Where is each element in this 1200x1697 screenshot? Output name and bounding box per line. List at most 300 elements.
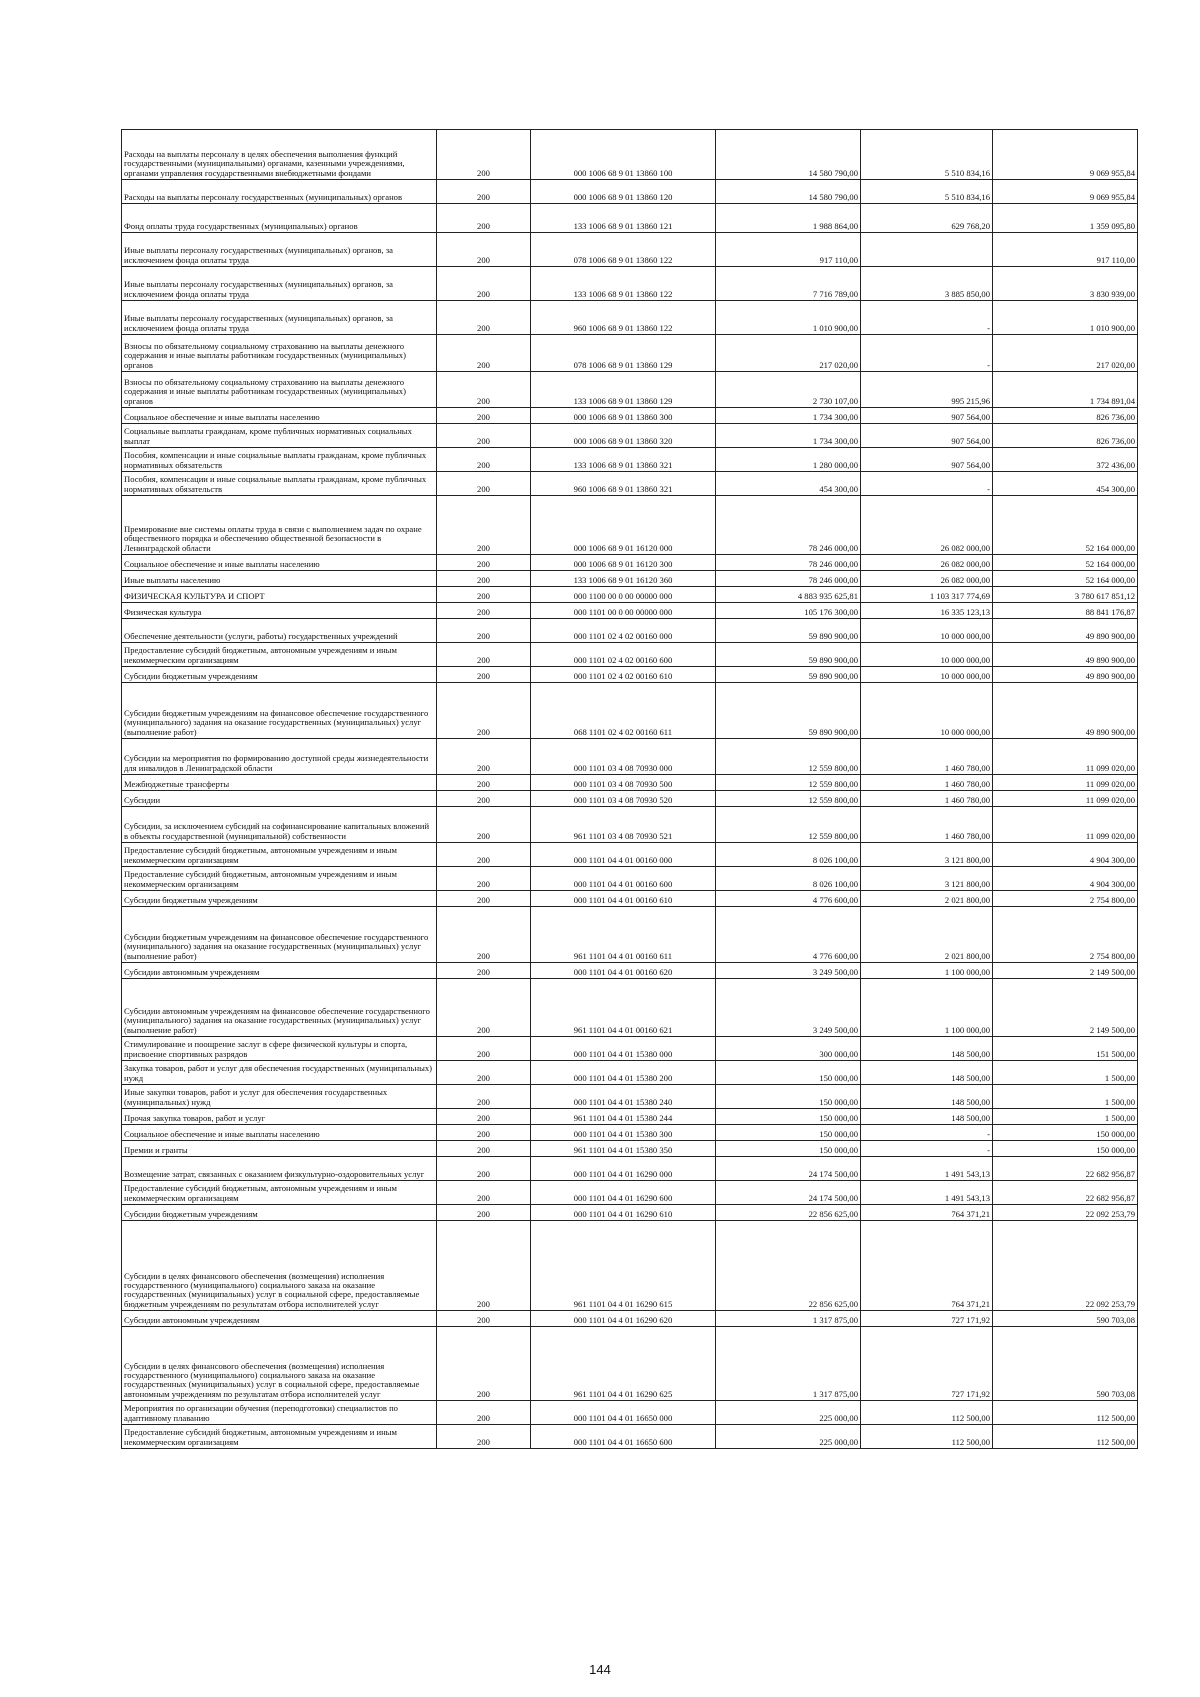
row-budget-code: 000 1101 04 4 01 15380 240: [531, 1085, 716, 1109]
row-name: Субсидии автономным учреждениям на финансовое обеспечение государственного (муниципального) задания на оказание государственных (муниципальных) услуг (выполнение работ): [122, 979, 437, 1037]
row-name: Субсидии в целях финансового обеспечения (возмещения) исполнения государственного (муниципального) социального заказа на оказание государственных (муниципальных) услуг в социальной сфере, предоставляемые бюджетным учреждениям по результатам отбора исполнителей услуг: [122, 1221, 437, 1311]
row-executed-amount: 1 460 780,00: [861, 807, 993, 843]
row-unexecuted-amount: 3 830 939,00: [993, 267, 1138, 301]
row-name: Социальное обеспечение и иные выплаты населению: [122, 555, 437, 571]
row-approved-amount: 12 559 800,00: [716, 775, 861, 791]
row-executed-amount: 148 500,00: [861, 1085, 993, 1109]
row-name: Субсидии бюджетным учреждениям на финансовое обеспечение государственного (муниципального) задания на оказание государственных (муниципальных) услуг (выполнение работ): [122, 907, 437, 963]
row-executed-amount: 907 564,00: [861, 408, 993, 424]
row-unexecuted-amount: 52 164 000,00: [993, 496, 1138, 555]
row-line-code: 200: [437, 372, 531, 408]
row-unexecuted-amount: 150 000,00: [993, 1125, 1138, 1141]
row-budget-code: 000 1101 02 4 02 00160 000: [531, 619, 716, 643]
row-approved-amount: 59 890 900,00: [716, 643, 861, 667]
row-unexecuted-amount: 2 754 800,00: [993, 907, 1138, 963]
row-budget-code: 961 1101 04 4 01 16290 625: [531, 1327, 716, 1401]
row-name: Расходы на выплаты персоналу в целях обеспечения выполнения функций государственными (муниципальными) органами, казенными учреждениями, органами управления государственными внебюджетными фондами: [122, 130, 437, 180]
row-line-code: 200: [437, 130, 531, 180]
row-line-code: 200: [437, 204, 531, 233]
table-row: [122, 372, 1138, 408]
row-budget-code: 000 1101 04 4 01 00160 620: [531, 963, 716, 979]
row-budget-code: 961 1101 04 4 01 00160 621: [531, 979, 716, 1037]
row-unexecuted-amount: 52 164 000,00: [993, 555, 1138, 571]
row-executed-amount: 5 510 834,16: [861, 130, 993, 180]
row-budget-code: 000 1101 04 4 01 16290 610: [531, 1205, 716, 1221]
row-approved-amount: 150 000,00: [716, 1141, 861, 1157]
row-budget-code: 133 1006 68 9 01 13860 129: [531, 372, 716, 408]
row-name: Физическая культура: [122, 603, 437, 619]
row-executed-amount: 148 500,00: [861, 1037, 993, 1061]
row-line-code: 200: [437, 1157, 531, 1181]
row-executed-amount: 907 564,00: [861, 448, 993, 472]
row-unexecuted-amount: 826 736,00: [993, 424, 1138, 448]
row-budget-code: 000 1101 04 4 01 16290 600: [531, 1181, 716, 1205]
row-unexecuted-amount: 1 500,00: [993, 1085, 1138, 1109]
row-unexecuted-amount: 1 359 095,80: [993, 204, 1138, 233]
row-budget-code: 000 1101 02 4 02 00160 610: [531, 667, 716, 683]
table-row: [122, 180, 1138, 204]
row-name: Предоставление субсидий бюджетным, автономным учреждениям и иным некоммерческим организациям: [122, 1181, 437, 1205]
row-name: Расходы на выплаты персоналу государственных (муниципальных) органов: [122, 180, 437, 204]
row-unexecuted-amount: 1 010 900,00: [993, 301, 1138, 335]
row-line-code: 200: [437, 233, 531, 267]
row-executed-amount: 764 371,21: [861, 1221, 993, 1311]
row-executed-amount: 2 021 800,00: [861, 891, 993, 907]
row-line-code: 200: [437, 1311, 531, 1327]
row-approved-amount: 150 000,00: [716, 1085, 861, 1109]
row-name: Субсидии автономным учреждениям: [122, 963, 437, 979]
row-budget-code: 960 1006 68 9 01 13860 122: [531, 301, 716, 335]
row-approved-amount: 1 734 300,00: [716, 424, 861, 448]
row-line-code: 200: [437, 667, 531, 683]
row-budget-code: 000 1101 04 4 01 00160 000: [531, 843, 716, 867]
row-unexecuted-amount: 917 110,00: [993, 233, 1138, 267]
row-approved-amount: 1 988 864,00: [716, 204, 861, 233]
row-executed-amount: 10 000 000,00: [861, 667, 993, 683]
row-approved-amount: 3 249 500,00: [716, 979, 861, 1037]
row-line-code: 200: [437, 180, 531, 204]
row-executed-amount: 764 371,21: [861, 1205, 993, 1221]
row-approved-amount: 78 246 000,00: [716, 496, 861, 555]
row-executed-amount: 1 491 543,13: [861, 1157, 993, 1181]
row-budget-code: 000 1006 68 9 01 16120 000: [531, 496, 716, 555]
table-row: [122, 571, 1138, 587]
row-approved-amount: 917 110,00: [716, 233, 861, 267]
budget-execution-table: [121, 129, 1138, 1449]
table-row: [122, 739, 1138, 775]
row-name: Иные выплаты персоналу государственных (муниципальных) органов, за исключением фонда оплаты труда: [122, 301, 437, 335]
row-unexecuted-amount: 22 682 956,87: [993, 1157, 1138, 1181]
row-name: Межбюджетные трансферты: [122, 775, 437, 791]
row-line-code: 200: [437, 739, 531, 775]
row-approved-amount: 22 856 625,00: [716, 1221, 861, 1311]
table-row: [122, 408, 1138, 424]
row-unexecuted-amount: 88 841 176,87: [993, 603, 1138, 619]
row-line-code: 200: [437, 619, 531, 643]
row-line-code: 200: [437, 775, 531, 791]
row-executed-amount: 1 460 780,00: [861, 791, 993, 807]
row-name: Предоставление субсидий бюджетным, автономным учреждениям и иным некоммерческим организациям: [122, 843, 437, 867]
row-unexecuted-amount: 3 780 617 851,12: [993, 587, 1138, 603]
row-executed-amount: 148 500,00: [861, 1061, 993, 1085]
row-name: Взносы по обязательному социальному страхованию на выплаты денежного содержания и иные выплаты работникам государственных (муниципальных) органов: [122, 372, 437, 408]
row-executed-amount: 16 335 123,13: [861, 603, 993, 619]
row-budget-code: 000 1006 68 9 01 13860 120: [531, 180, 716, 204]
row-approved-amount: 14 580 790,00: [716, 180, 861, 204]
row-approved-amount: 8 026 100,00: [716, 843, 861, 867]
row-approved-amount: 300 000,00: [716, 1037, 861, 1061]
table-row: [122, 555, 1138, 571]
row-budget-code: 000 1101 02 4 02 00160 600: [531, 643, 716, 667]
row-budget-code: 000 1101 04 4 01 00160 600: [531, 867, 716, 891]
table-row: [122, 472, 1138, 496]
row-budget-code: 133 1006 68 9 01 16120 360: [531, 571, 716, 587]
row-executed-amount: 3 121 800,00: [861, 843, 993, 867]
row-name: Субсидии: [122, 791, 437, 807]
row-line-code: 200: [437, 448, 531, 472]
row-approved-amount: 59 890 900,00: [716, 683, 861, 739]
row-executed-amount: 995 215,96: [861, 372, 993, 408]
row-executed-amount: 5 510 834,16: [861, 180, 993, 204]
row-line-code: 200: [437, 1425, 531, 1449]
row-approved-amount: 78 246 000,00: [716, 571, 861, 587]
row-unexecuted-amount: 2 149 500,00: [993, 963, 1138, 979]
row-name: Закупка товаров, работ и услуг для обеспечения государственных (муниципальных) нужд: [122, 1061, 437, 1085]
row-unexecuted-amount: 826 736,00: [993, 408, 1138, 424]
row-budget-code: 000 1100 00 0 00 00000 000: [531, 587, 716, 603]
table-row: [122, 1157, 1138, 1181]
row-unexecuted-amount: 11 099 020,00: [993, 807, 1138, 843]
row-executed-amount: 629 768,20: [861, 204, 993, 233]
row-executed-amount: 1 103 317 774,69: [861, 587, 993, 603]
row-approved-amount: 4 776 600,00: [716, 907, 861, 963]
row-approved-amount: 78 246 000,00: [716, 555, 861, 571]
row-unexecuted-amount: 22 682 956,87: [993, 1181, 1138, 1205]
row-approved-amount: 12 559 800,00: [716, 791, 861, 807]
row-approved-amount: 1 317 875,00: [716, 1311, 861, 1327]
row-line-code: 200: [437, 571, 531, 587]
row-name: Субсидии в целях финансового обеспечения (возмещения) исполнения государственного (муниципального) социального заказа на оказание государственных (муниципальных) услуг в социальной сфере, предоставляемые автономным учреждениям по результатам отбора исполнителей услуг: [122, 1327, 437, 1401]
row-unexecuted-amount: 49 890 900,00: [993, 683, 1138, 739]
row-executed-amount: 1 460 780,00: [861, 775, 993, 791]
row-line-code: 200: [437, 587, 531, 603]
row-approved-amount: 59 890 900,00: [716, 667, 861, 683]
row-line-code: 200: [437, 963, 531, 979]
table-row: [122, 667, 1138, 683]
table-row: [122, 867, 1138, 891]
row-approved-amount: 22 856 625,00: [716, 1205, 861, 1221]
row-name: Социальные выплаты гражданам, кроме публичных нормативных социальных выплат: [122, 424, 437, 448]
row-executed-amount: 10 000 000,00: [861, 683, 993, 739]
row-approved-amount: 1 734 300,00: [716, 408, 861, 424]
row-executed-amount: 2 021 800,00: [861, 907, 993, 963]
row-executed-amount: -: [861, 335, 993, 372]
row-budget-code: 000 1101 04 4 01 15380 300: [531, 1125, 716, 1141]
row-line-code: 200: [437, 907, 531, 963]
row-budget-code: 000 1101 04 4 01 16650 000: [531, 1401, 716, 1425]
row-approved-amount: 4 776 600,00: [716, 891, 861, 907]
table-row: [122, 1125, 1138, 1141]
row-line-code: 200: [437, 1327, 531, 1401]
row-budget-code: 000 1006 68 9 01 13860 320: [531, 424, 716, 448]
row-executed-amount: 10 000 000,00: [861, 643, 993, 667]
row-line-code: 200: [437, 1125, 531, 1141]
table-row: [122, 424, 1138, 448]
row-unexecuted-amount: 4 904 300,00: [993, 867, 1138, 891]
row-executed-amount: 3 121 800,00: [861, 867, 993, 891]
table-row: [122, 979, 1138, 1037]
row-line-code: 200: [437, 1205, 531, 1221]
row-unexecuted-amount: 49 890 900,00: [993, 643, 1138, 667]
row-executed-amount: 1 491 543,13: [861, 1181, 993, 1205]
row-unexecuted-amount: 52 164 000,00: [993, 571, 1138, 587]
row-budget-code: 078 1006 68 9 01 13860 122: [531, 233, 716, 267]
row-budget-code: 000 1101 04 4 01 16290 000: [531, 1157, 716, 1181]
row-budget-code: 961 1101 04 4 01 00160 611: [531, 907, 716, 963]
table-row: [122, 204, 1138, 233]
row-approved-amount: 7 716 789,00: [716, 267, 861, 301]
row-name: Пособия, компенсации и иные социальные выплаты гражданам, кроме публичных нормативных обязательств: [122, 448, 437, 472]
row-approved-amount: 12 559 800,00: [716, 807, 861, 843]
row-approved-amount: 105 176 300,00: [716, 603, 861, 619]
row-line-code: 200: [437, 1181, 531, 1205]
row-budget-code: 068 1101 02 4 02 00160 611: [531, 683, 716, 739]
row-executed-amount: 727 171,92: [861, 1327, 993, 1401]
row-name: Субсидии на мероприятия по формированию доступной среды жизнедеятельности для инвалидов в Ленинградской области: [122, 739, 437, 775]
page-number: 144: [589, 1662, 611, 1677]
row-unexecuted-amount: 11 099 020,00: [993, 791, 1138, 807]
row-line-code: 200: [437, 807, 531, 843]
row-name: Субсидии автономным учреждениям: [122, 1311, 437, 1327]
row-name: Субсидии бюджетным учреждениям на финансовое обеспечение государственного (муниципального) задания на оказание государственных (муниципальных) услуг (выполнение работ): [122, 683, 437, 739]
row-budget-code: 000 1101 04 4 01 16650 600: [531, 1425, 716, 1449]
row-budget-code: 961 1101 04 4 01 16290 615: [531, 1221, 716, 1311]
row-line-code: 200: [437, 1037, 531, 1061]
row-line-code: 200: [437, 424, 531, 448]
row-budget-code: 000 1101 04 4 01 15380 200: [531, 1061, 716, 1085]
table-row: [122, 907, 1138, 963]
row-unexecuted-amount: 112 500,00: [993, 1425, 1138, 1449]
row-line-code: 200: [437, 1061, 531, 1085]
row-budget-code: 000 1101 03 4 08 70930 520: [531, 791, 716, 807]
row-approved-amount: 4 883 935 625,81: [716, 587, 861, 603]
row-executed-amount: 148 500,00: [861, 1109, 993, 1125]
row-unexecuted-amount: 590 703,08: [993, 1327, 1138, 1401]
row-executed-amount: 1 100 000,00: [861, 963, 993, 979]
row-executed-amount: [861, 233, 993, 267]
row-line-code: 200: [437, 1221, 531, 1311]
row-unexecuted-amount: 2 149 500,00: [993, 979, 1138, 1037]
row-budget-code: 000 1101 00 0 00 00000 000: [531, 603, 716, 619]
row-unexecuted-amount: 9 069 955,84: [993, 130, 1138, 180]
row-approved-amount: 1 010 900,00: [716, 301, 861, 335]
row-approved-amount: 225 000,00: [716, 1425, 861, 1449]
table-row: [122, 807, 1138, 843]
row-executed-amount: 112 500,00: [861, 1425, 993, 1449]
row-executed-amount: 1 460 780,00: [861, 739, 993, 775]
row-executed-amount: -: [861, 1141, 993, 1157]
row-executed-amount: 10 000 000,00: [861, 619, 993, 643]
row-line-code: 200: [437, 408, 531, 424]
row-approved-amount: 59 890 900,00: [716, 619, 861, 643]
row-name: Прочая закупка товаров, работ и услуг: [122, 1109, 437, 1125]
table-row: [122, 335, 1138, 372]
table-row: [122, 643, 1138, 667]
row-approved-amount: 24 174 500,00: [716, 1157, 861, 1181]
table-row: [122, 1085, 1138, 1109]
row-name: Предоставление субсидий бюджетным, автономным учреждениям и иным некоммерческим организациям: [122, 1425, 437, 1449]
row-unexecuted-amount: 4 904 300,00: [993, 843, 1138, 867]
table-row: [122, 1425, 1138, 1449]
row-budget-code: 000 1101 04 4 01 00160 610: [531, 891, 716, 907]
row-budget-code: 000 1101 04 4 01 15380 000: [531, 1037, 716, 1061]
row-executed-amount: 26 082 000,00: [861, 555, 993, 571]
table-row: [122, 1221, 1138, 1311]
row-executed-amount: 26 082 000,00: [861, 496, 993, 555]
row-budget-code: 961 1101 04 4 01 15380 350: [531, 1141, 716, 1157]
row-name: Субсидии бюджетным учреждениям: [122, 891, 437, 907]
row-unexecuted-amount: 590 703,08: [993, 1311, 1138, 1327]
row-unexecuted-amount: 11 099 020,00: [993, 739, 1138, 775]
table-row: [122, 448, 1138, 472]
row-line-code: 200: [437, 867, 531, 891]
row-budget-code: 000 1101 03 4 08 70930 000: [531, 739, 716, 775]
row-unexecuted-amount: 11 099 020,00: [993, 775, 1138, 791]
row-unexecuted-amount: 22 092 253,79: [993, 1205, 1138, 1221]
table-row: [122, 587, 1138, 603]
table-row: [122, 496, 1138, 555]
row-unexecuted-amount: 372 436,00: [993, 448, 1138, 472]
row-line-code: 200: [437, 472, 531, 496]
table-row: [122, 619, 1138, 643]
row-name: Субсидии бюджетным учреждениям: [122, 667, 437, 683]
row-approved-amount: 1 317 875,00: [716, 1327, 861, 1401]
row-unexecuted-amount: 1 500,00: [993, 1061, 1138, 1085]
row-approved-amount: 454 300,00: [716, 472, 861, 496]
row-line-code: 200: [437, 791, 531, 807]
row-name: Обеспечение деятельности (услуги, работы) государственных учреждений: [122, 619, 437, 643]
row-name: Пособия, компенсации и иные социальные выплаты гражданам, кроме публичных нормативных обязательств: [122, 472, 437, 496]
row-line-code: 200: [437, 979, 531, 1037]
table-row: [122, 603, 1138, 619]
row-approved-amount: 12 559 800,00: [716, 739, 861, 775]
row-line-code: 200: [437, 643, 531, 667]
row-unexecuted-amount: 151 500,00: [993, 1037, 1138, 1061]
row-approved-amount: 1 280 000,00: [716, 448, 861, 472]
row-line-code: 200: [437, 1109, 531, 1125]
row-unexecuted-amount: 49 890 900,00: [993, 619, 1138, 643]
table-row: [122, 1109, 1138, 1125]
row-line-code: 200: [437, 335, 531, 372]
row-line-code: 200: [437, 301, 531, 335]
row-approved-amount: 24 174 500,00: [716, 1181, 861, 1205]
row-unexecuted-amount: 454 300,00: [993, 472, 1138, 496]
row-name: Фонд оплаты труда государственных (муниципальных) органов: [122, 204, 437, 233]
row-line-code: 200: [437, 683, 531, 739]
row-approved-amount: 150 000,00: [716, 1109, 861, 1125]
row-name: Предоставление субсидий бюджетным, автономным учреждениям и иным некоммерческим организациям: [122, 867, 437, 891]
row-line-code: 200: [437, 891, 531, 907]
row-name: Взносы по обязательному социальному страхованию на выплаты денежного содержания и иные выплаты работникам государственных (муниципальных) органов: [122, 335, 437, 372]
row-approved-amount: 2 730 107,00: [716, 372, 861, 408]
table-row: [122, 130, 1138, 180]
row-executed-amount: -: [861, 472, 993, 496]
row-line-code: 200: [437, 1141, 531, 1157]
row-approved-amount: 150 000,00: [716, 1061, 861, 1085]
row-unexecuted-amount: 49 890 900,00: [993, 667, 1138, 683]
row-executed-amount: 112 500,00: [861, 1401, 993, 1425]
row-approved-amount: 225 000,00: [716, 1401, 861, 1425]
table-row: [122, 1037, 1138, 1061]
table-body: [122, 130, 1138, 1449]
row-name: Социальное обеспечение и иные выплаты населению: [122, 408, 437, 424]
row-name: Иные закупки товаров, работ и услуг для обеспечения государственных (муниципальных) нужд: [122, 1085, 437, 1109]
table-row: [122, 1401, 1138, 1425]
row-executed-amount: 907 564,00: [861, 424, 993, 448]
row-budget-code: 078 1006 68 9 01 13860 129: [531, 335, 716, 372]
row-unexecuted-amount: 22 092 253,79: [993, 1221, 1138, 1311]
table-row: [122, 1141, 1138, 1157]
row-budget-code: 133 1006 68 9 01 13860 321: [531, 448, 716, 472]
row-budget-code: 960 1006 68 9 01 13860 321: [531, 472, 716, 496]
row-budget-code: 000 1101 03 4 08 70930 500: [531, 775, 716, 791]
row-budget-code: 000 1006 68 9 01 16120 300: [531, 555, 716, 571]
row-name: Иные выплаты персоналу государственных (муниципальных) органов, за исключением фонда оплаты труда: [122, 267, 437, 301]
row-budget-code: 133 1006 68 9 01 13860 122: [531, 267, 716, 301]
row-unexecuted-amount: 2 754 800,00: [993, 891, 1138, 907]
row-unexecuted-amount: 217 020,00: [993, 335, 1138, 372]
table-row: [122, 267, 1138, 301]
row-name: Стимулирование и поощрение заслуг в сфере физической культуры и спорта, присвоение спортивных разрядов: [122, 1037, 437, 1061]
table-row: [122, 1205, 1138, 1221]
row-name: Премии и гранты: [122, 1141, 437, 1157]
row-name: Мероприятия по организации обучения (переподготовки) специалистов по адаптивному плаванию: [122, 1401, 437, 1425]
row-executed-amount: 26 082 000,00: [861, 571, 993, 587]
table-row: [122, 843, 1138, 867]
row-line-code: 200: [437, 843, 531, 867]
table-row: [122, 301, 1138, 335]
table-row: [122, 683, 1138, 739]
row-name: Предоставление субсидий бюджетным, автономным учреждениям и иным некоммерческим организациям: [122, 643, 437, 667]
row-name: Иные выплаты персоналу государственных (муниципальных) органов, за исключением фонда оплаты труда: [122, 233, 437, 267]
table-row: [122, 891, 1138, 907]
row-approved-amount: 150 000,00: [716, 1125, 861, 1141]
row-unexecuted-amount: 150 000,00: [993, 1141, 1138, 1157]
table-row: [122, 1311, 1138, 1327]
row-executed-amount: 3 885 850,00: [861, 267, 993, 301]
table-row: [122, 963, 1138, 979]
row-budget-code: 000 1101 04 4 01 16290 620: [531, 1311, 716, 1327]
table-row: [122, 1181, 1138, 1205]
row-name: Социальное обеспечение и иные выплаты населению: [122, 1125, 437, 1141]
table-row: [122, 233, 1138, 267]
row-budget-code: 961 1101 04 4 01 15380 244: [531, 1109, 716, 1125]
row-line-code: 200: [437, 267, 531, 301]
row-unexecuted-amount: 9 069 955,84: [993, 180, 1138, 204]
row-line-code: 200: [437, 496, 531, 555]
row-executed-amount: -: [861, 1125, 993, 1141]
row-budget-code: 000 1006 68 9 01 13860 300: [531, 408, 716, 424]
row-approved-amount: 3 249 500,00: [716, 963, 861, 979]
row-approved-amount: 14 580 790,00: [716, 130, 861, 180]
row-approved-amount: 8 026 100,00: [716, 867, 861, 891]
table-row: [122, 791, 1138, 807]
row-name: Возмещение затрат, связанных с оказанием физкультурно-оздоровительных услуг: [122, 1157, 437, 1181]
row-name: ФИЗИЧЕСКАЯ КУЛЬТУРА И СПОРТ: [122, 587, 437, 603]
row-name: Иные выплаты населению: [122, 571, 437, 587]
row-line-code: 200: [437, 1401, 531, 1425]
row-line-code: 200: [437, 555, 531, 571]
